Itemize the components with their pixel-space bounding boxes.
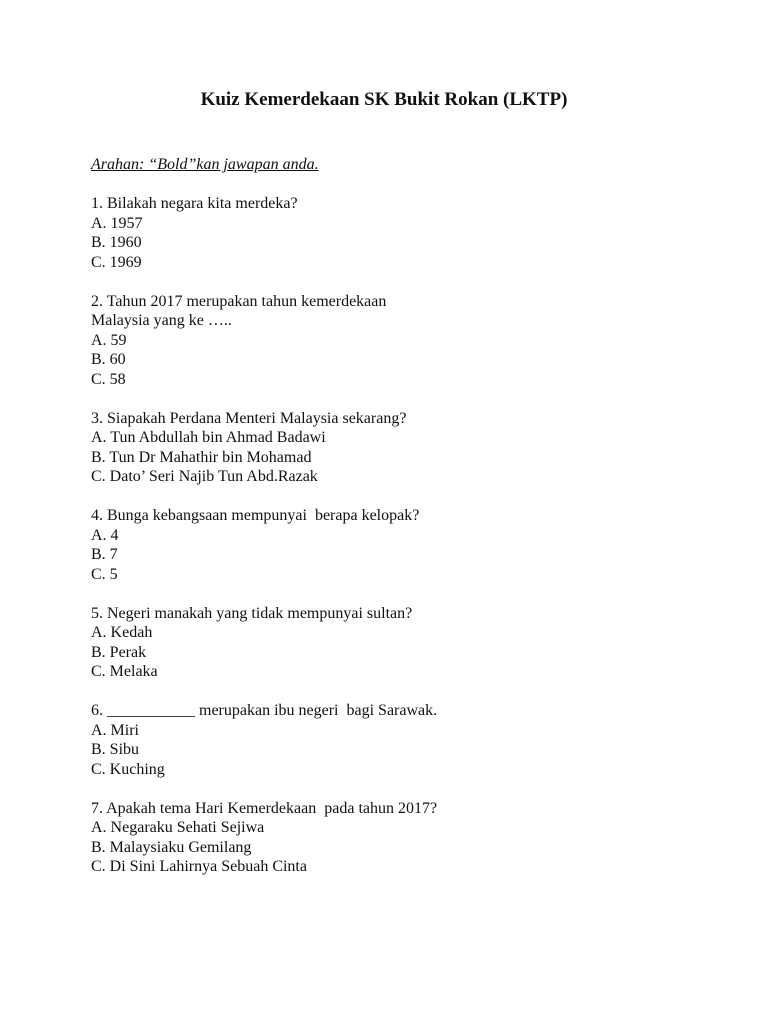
question-text: 1. Bilakah negara kita merdeka? xyxy=(91,195,298,212)
document-title: Kuiz Kemerdekaan SK Bukit Rokan (LKTP) xyxy=(200,89,568,110)
answer-option: B. 1960 xyxy=(91,234,142,251)
question-2 xyxy=(91,292,691,390)
question-7 xyxy=(91,799,691,877)
answer-option: B. Perak xyxy=(91,643,147,661)
question-text: 6. ___________ merupakan ibu negeri bagi Sarawak. xyxy=(91,702,438,719)
question-text: 3. Siapakah Perdana Menteri Malaysia sekarang? xyxy=(91,409,407,427)
answer-option: A. 4 xyxy=(91,526,119,544)
answer-option: A. Tun Abdullah bin Ahmad Badawi xyxy=(91,429,326,446)
question-6 xyxy=(91,701,691,779)
answer-option: C. Melaka xyxy=(91,663,158,680)
answer-option: B. 7 xyxy=(91,546,118,563)
answer-option: C. Dato’ Seri Najib Tun Abd.Razak xyxy=(91,468,318,485)
question-5 xyxy=(91,604,691,682)
answer-option: B. Sibu xyxy=(91,741,140,758)
question-4 xyxy=(91,506,691,584)
answer-option: A. 1957 xyxy=(91,214,143,232)
answer-option: C. 5 xyxy=(91,565,118,583)
question-text: 5. Negeri manakah yang tidak mempunyai sultan? xyxy=(91,604,413,622)
instruction-text: Arahan: “Bold”kan jawapan anda. xyxy=(91,156,319,173)
answer-option: C. Kuching xyxy=(91,760,165,778)
answer-option: A. Negaraku Sehati Sejiwa xyxy=(91,819,265,836)
answer-option: B. Malaysiaku Gemilang xyxy=(91,838,252,856)
answer-option: A. Kedah xyxy=(91,624,153,641)
question-list xyxy=(91,194,691,896)
question-1 xyxy=(91,194,691,272)
question-text: 7. Apakah tema Hari Kemerdekaan pada tahun 2017? xyxy=(91,799,438,817)
answer-option: A. Miri xyxy=(91,721,139,739)
question-text: Malaysia yang ke ….. xyxy=(91,312,232,329)
answer-option: A. 59 xyxy=(91,331,127,349)
answer-option: C. 1969 xyxy=(91,253,142,271)
answer-option: C. 58 xyxy=(91,370,126,388)
question-3 xyxy=(91,409,691,487)
answer-option: B. Tun Dr Mahathir bin Mohamad xyxy=(91,448,312,466)
question-text: 4. Bunga kebangsaan mempunyai berapa kelopak? xyxy=(91,507,420,524)
answer-option: B. 60 xyxy=(91,351,126,368)
answer-option: C. Di Sini Lahirnya Sebuah Cinta xyxy=(91,858,307,875)
question-text: 2. Tahun 2017 merupakan tahun kemerdekaan xyxy=(91,292,387,310)
